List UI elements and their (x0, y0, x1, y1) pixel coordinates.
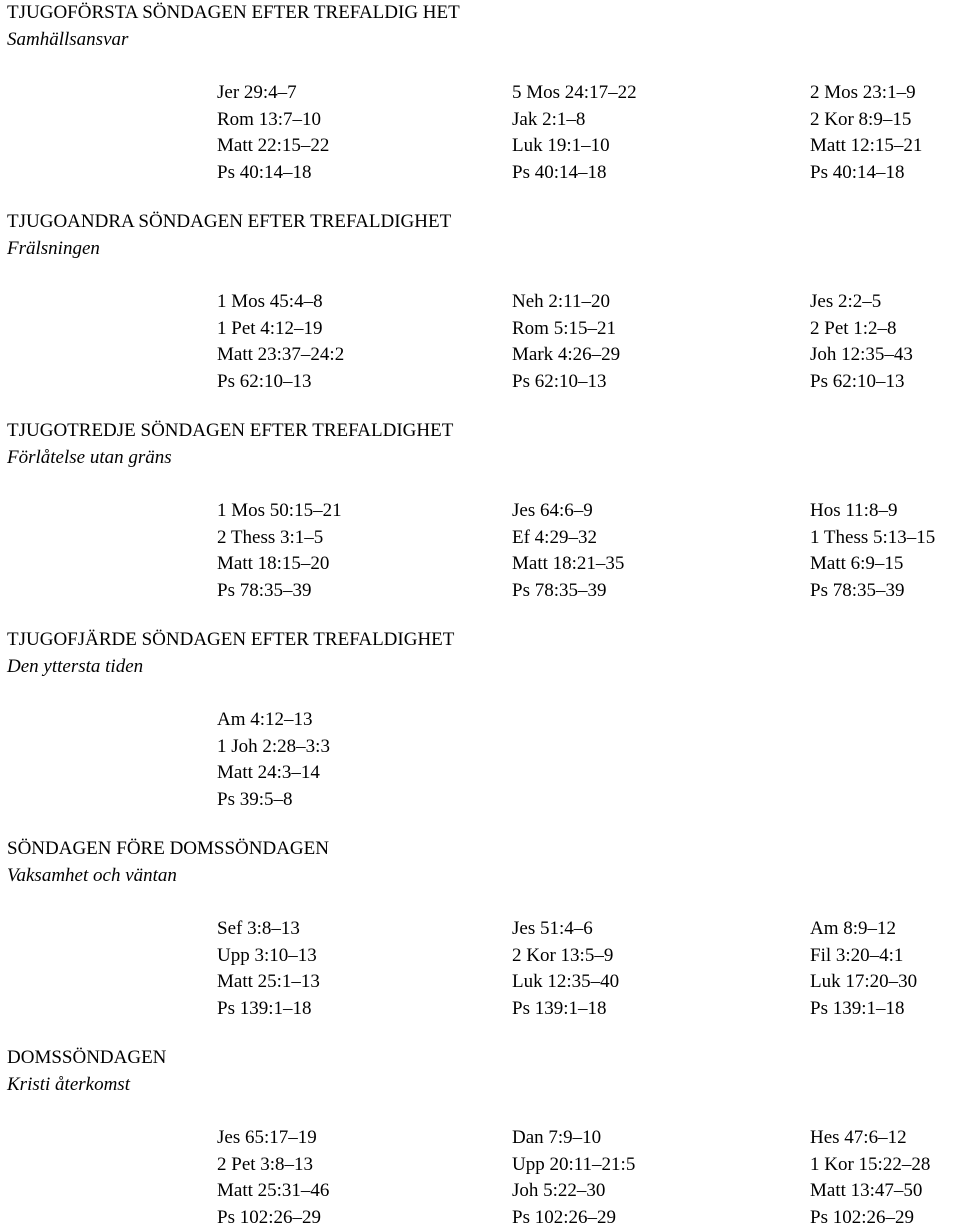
reading-series-1 (217, 289, 344, 395)
sunday-section (7, 836, 957, 1022)
reading-ref: Joh 5:22–30 (512, 1178, 635, 1205)
reading-ref: Sef 3:8–13 (217, 916, 320, 943)
reading-ref: 2 Thess 3:1–5 (217, 525, 342, 552)
reading-ref: Ef 4:29–32 (512, 525, 624, 552)
reading-ref: Jes 51:4–6 (512, 916, 619, 943)
reading-ref: Luk 19:1–10 (512, 133, 637, 160)
reading-ref: Ps 78:35–39 (810, 578, 935, 605)
reading-series-2 (512, 498, 624, 604)
reading-ref: Matt 25:31–46 (217, 1178, 329, 1205)
reading-ref: Dan 7:9–10 (512, 1125, 635, 1152)
reading-ref: Ps 139:1–18 (512, 996, 619, 1023)
sunday-theme: Samhällsansvar (7, 27, 957, 54)
reading-series-3 (810, 498, 935, 604)
reading-ref: 2 Pet 3:8–13 (217, 1152, 329, 1179)
reading-ref: 5 Mos 24:17–22 (512, 80, 637, 107)
sunday-theme: Vaksamhet och väntan (7, 863, 957, 890)
reading-ref: Upp 20:11–21:5 (512, 1152, 635, 1179)
reading-ref: Ps 62:10–13 (217, 369, 344, 396)
reading-ref: 1 Mos 45:4–8 (217, 289, 344, 316)
reading-ref: Neh 2:11–20 (512, 289, 620, 316)
reading-ref: Matt 23:37–24:2 (217, 342, 344, 369)
reading-series-3 (810, 1125, 930, 1231)
sunday-theme: Den yttersta tiden (7, 654, 957, 681)
reading-ref: Jes 65:17–19 (217, 1125, 329, 1152)
reading-ref: Ps 40:14–18 (217, 160, 329, 187)
reading-ref: Matt 25:1–13 (217, 969, 320, 996)
sunday-title: TJUGOFJÄRDE SÖNDAGEN EFTER TREFALDIGHET (7, 627, 957, 654)
reading-ref: Jer 29:4–7 (217, 80, 329, 107)
reading-ref: Ps 139:1–18 (217, 996, 320, 1023)
reading-ref: Ps 102:26–29 (810, 1205, 930, 1231)
reading-grid (7, 916, 957, 1022)
reading-ref: Rom 13:7–10 (217, 107, 329, 134)
reading-ref: Ps 102:26–29 (217, 1205, 329, 1231)
sunday-section (7, 209, 957, 395)
reading-ref: Ps 40:14–18 (810, 160, 922, 187)
reading-series-2 (512, 916, 619, 1022)
reading-ref: Ps 62:10–13 (512, 369, 620, 396)
sunday-section (7, 627, 957, 813)
reading-grid (7, 80, 957, 186)
sunday-title: SÖNDAGEN FÖRE DOMSSÖNDAGEN (7, 836, 957, 863)
reading-ref: Hes 47:6–12 (810, 1125, 930, 1152)
sunday-title: TJUGOANDRA SÖNDAGEN EFTER TREFALDIGHET (7, 209, 957, 236)
reading-ref: 1 Kor 15:22–28 (810, 1152, 930, 1179)
sunday-title: TJUGOFÖRSTA SÖNDAGEN EFTER TREFALDIG HET (7, 0, 957, 27)
reading-ref: Hos 11:8–9 (810, 498, 935, 525)
reading-series-2 (512, 289, 620, 395)
reading-ref: Matt 12:15–21 (810, 133, 922, 160)
reading-ref: Rom 5:15–21 (512, 316, 620, 343)
sunday-theme: Förlåtelse utan gräns (7, 445, 957, 472)
sunday-title: TJUGOTREDJE SÖNDAGEN EFTER TREFALDIGHET (7, 418, 957, 445)
reading-ref: Luk 12:35–40 (512, 969, 619, 996)
reading-series-3 (810, 289, 913, 395)
reading-ref: Ps 139:1–18 (810, 996, 917, 1023)
reading-ref: Ps 78:35–39 (512, 578, 624, 605)
reading-grid (7, 1125, 957, 1231)
reading-series-3 (810, 916, 917, 1022)
reading-ref: 2 Mos 23:1–9 (810, 80, 922, 107)
reading-ref: Luk 17:20–30 (810, 969, 917, 996)
reading-ref: Ps 40:14–18 (512, 160, 637, 187)
reading-ref: Jes 64:6–9 (512, 498, 624, 525)
reading-ref: Matt 6:9–15 (810, 551, 935, 578)
reading-series-3 (810, 80, 922, 186)
reading-ref: Am 8:9–12 (810, 916, 917, 943)
reading-ref: Matt 22:15–22 (217, 133, 329, 160)
reading-ref: Joh 12:35–43 (810, 342, 913, 369)
reading-ref: Upp 3:10–13 (217, 943, 320, 970)
reading-ref: 1 Mos 50:15–21 (217, 498, 342, 525)
sunday-theme: Frälsningen (7, 236, 957, 263)
reading-ref: Ps 78:35–39 (217, 578, 342, 605)
reading-ref: Matt 13:47–50 (810, 1178, 930, 1205)
reading-ref: Matt 24:3–14 (217, 760, 330, 787)
reading-grid (7, 498, 957, 604)
sunday-theme: Kristi återkomst (7, 1072, 957, 1099)
reading-series-2 (512, 1125, 635, 1231)
reading-ref: Fil 3:20–4:1 (810, 943, 917, 970)
reading-ref: Jes 2:2–5 (810, 289, 913, 316)
reading-series-2 (512, 80, 637, 186)
sunday-section (7, 0, 957, 186)
reading-ref: Matt 18:21–35 (512, 551, 624, 578)
reading-series-1 (217, 1125, 329, 1231)
reading-ref: Mark 4:26–29 (512, 342, 620, 369)
reading-ref: Ps 39:5–8 (217, 787, 330, 814)
reading-series-1 (217, 80, 329, 186)
reading-ref: 2 Kor 13:5–9 (512, 943, 619, 970)
sunday-section (7, 1045, 957, 1231)
sunday-title: DOMSSÖNDAGEN (7, 1045, 957, 1072)
sunday-section (7, 418, 957, 604)
reading-series-1 (217, 498, 342, 604)
reading-ref: Jak 2:1–8 (512, 107, 637, 134)
reading-grid (7, 289, 957, 395)
reading-ref: 2 Kor 8:9–15 (810, 107, 922, 134)
reading-ref: Am 4:12–13 (217, 707, 330, 734)
reading-grid (7, 707, 957, 813)
reading-series-1 (217, 916, 320, 1022)
reading-ref: Matt 18:15–20 (217, 551, 342, 578)
reading-ref: 1 Joh 2:28–3:3 (217, 734, 330, 761)
lectionary-page (7, 0, 957, 1231)
reading-ref: 2 Pet 1:2–8 (810, 316, 913, 343)
reading-ref: 1 Thess 5:13–15 (810, 525, 935, 552)
reading-series-1 (217, 707, 330, 813)
reading-ref: Ps 62:10–13 (810, 369, 913, 396)
reading-ref: 1 Pet 4:12–19 (217, 316, 344, 343)
reading-ref: Ps 102:26–29 (512, 1205, 635, 1231)
